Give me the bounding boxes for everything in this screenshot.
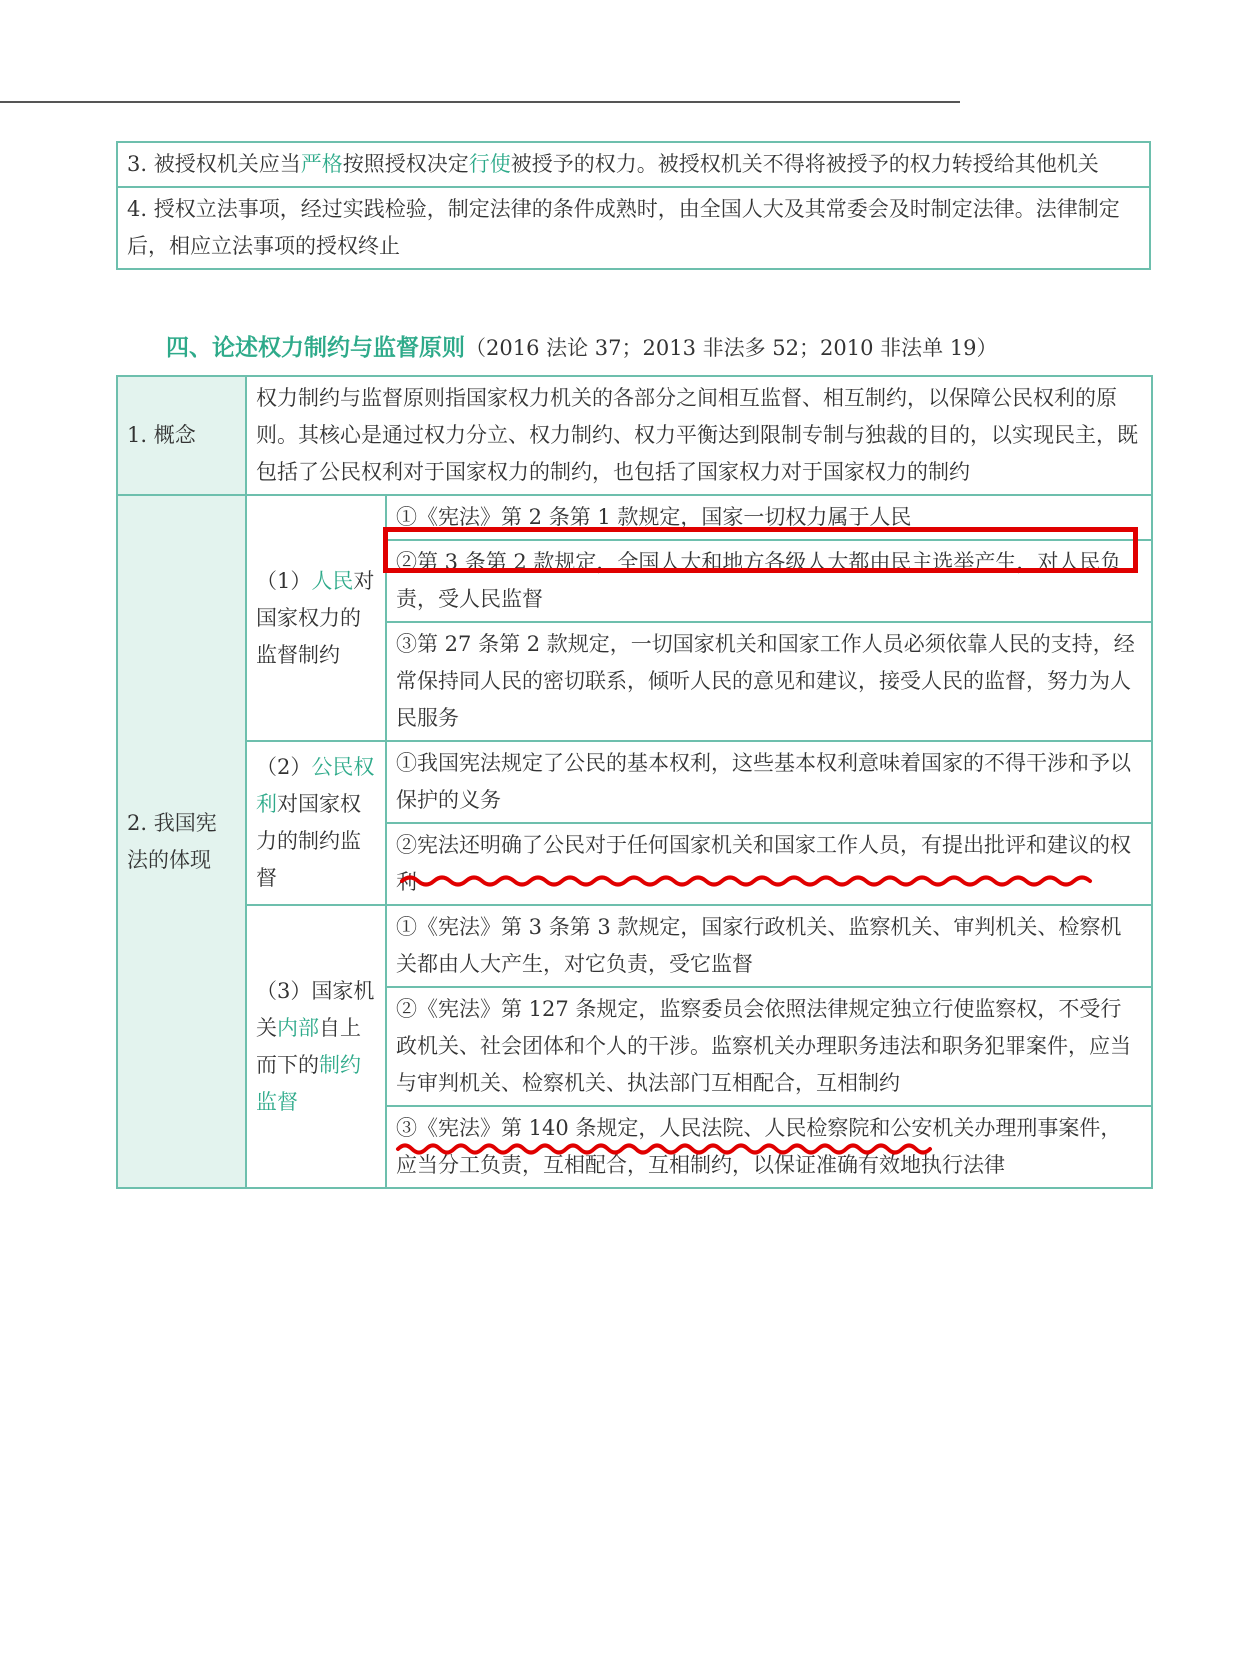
label-text: 对国家权力的监督制约 (256, 568, 375, 667)
red-highlight-box (383, 527, 1138, 573)
concept-text: 权力制约与监督原则指国家权力机关的各部分之间相互监督、相互制约，以保障公民权利的原则。其核心是通过权力分立、权力制约、权力平衡达到限制专制与独裁的目的，以实现民主，既包括了公民权利对于国家权力的制约，也包括了国家权力对于国家权力的制约 (246, 376, 1152, 495)
table-row (117, 376, 1152, 495)
label-text: 自上而下的 (256, 1015, 361, 1077)
highlight-text: 人民 (311, 568, 354, 593)
highlight-text: 制约监督 (256, 1052, 361, 1114)
principle-table (116, 375, 1153, 1189)
row-text: 被授予的权力。被授权机关不得将被授予的权力转授给其他机关 (510, 152, 1099, 176)
group-3-label (246, 905, 386, 1188)
highlight-text: 公民权利 (256, 755, 375, 816)
concept-label: 1. 概念 (117, 376, 246, 495)
group-1-item-3: ③第 27 条第 2 款规定，一切国家机关和国家工作人员必须依靠人民的支持，经常保持同人民的密切联系，倾听人民的意见和建议，接受人民的监督，努力为人民服务 (386, 622, 1152, 741)
group-1-item-2: ②第 3 条第 2 款规定，全国人大和地方各级人大都由民主选举产生，对人民负责，受人民监督 (386, 540, 1152, 622)
highlight-text: 严格 (300, 152, 343, 176)
group-2-item-2: ②宪法还明确了公民对于任何国家机关和国家工作人员，有提出批评和建议的权利 (386, 823, 1152, 905)
row-text: 3. 被授权机关应当 (127, 152, 301, 176)
label-text: （3）国家机关 (256, 978, 375, 1040)
highlight-text: 内部 (277, 1015, 319, 1040)
authorization-table-continued (116, 141, 1151, 270)
group-3-item-2: ②《宪法》第 127 条规定，监察委员会依照法律规定独立行使监察权，不受行政机关、社会团体和个人的干涉。监察机关办理职务违法和职务犯罪案件，应当与审判机关、检察机关、执法部门互相配合，互相制约 (386, 987, 1152, 1106)
table-row (117, 741, 1152, 823)
exam-reference: （2016 法论 37；2013 非法多 52；2010 非法单 19） (465, 336, 998, 360)
section-heading (166, 328, 998, 368)
group-3-item-3: ③《宪法》第 140 条规定，人民法院、人民检察院和公安机关办理刑事案件，应当分工负责，互相配合，互相制约，以保证准确有效地执行法律 (386, 1106, 1152, 1188)
label-text: 对国家权力的制约监督 (256, 792, 361, 890)
label-text: （2） (256, 755, 312, 779)
group-3-item-1: ①《宪法》第 3 条第 3 款规定，国家行政机关、监察机关、审判机关、检察机关都由人大产生，对它负责，受它监督 (386, 905, 1152, 987)
table-row (117, 142, 1150, 187)
group-2-label (246, 741, 386, 905)
highlight-text: 行使 (468, 152, 511, 176)
table-row (117, 187, 1150, 269)
row-text: 按照授权决定 (342, 152, 469, 176)
table-row (117, 905, 1152, 987)
group-2-item-1: ①我国宪法规定了公民的基本权利，这些基本权利意味着国家的不得干涉和予以保护的义务 (386, 741, 1152, 823)
label-text: （1） (256, 568, 312, 593)
page-top-rule (0, 101, 960, 103)
group-1-label (246, 495, 386, 741)
row-item-4: 4. 授权立法事项，经过实践检验，制定法律的条件成熟时，由全国人大及其常委会及时制定法律。法律制定后，相应立法事项的授权终止 (117, 187, 1150, 269)
section-title: 四、论述权力制约与监督原则 (166, 335, 465, 361)
embody-label: 2. 我国宪法的体现 (117, 495, 246, 1188)
row-item-3 (117, 142, 1150, 187)
group-1-item-1: ①《宪法》第 2 条第 1 款规定，国家一切权力属于人民 (386, 495, 1152, 540)
